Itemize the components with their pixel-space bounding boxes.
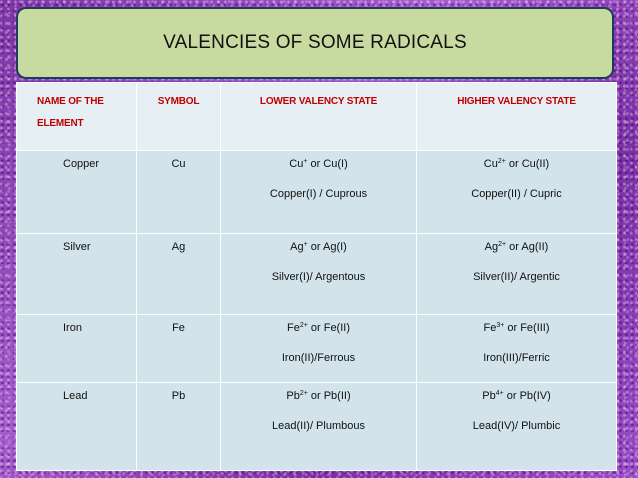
lower-valency-cell <box>221 315 417 383</box>
lower-valency-cell <box>221 383 417 471</box>
valency-names: Copper(I) / Cuprous <box>269 188 368 200</box>
valency-table <box>16 82 617 471</box>
element-name: Lead <box>17 383 137 471</box>
lower-valency-cell <box>221 151 417 234</box>
element-name: Silver <box>17 234 137 315</box>
roman-notation: or Fe(II) <box>307 322 350 334</box>
roman-notation: or Ag(I) <box>307 241 347 253</box>
roman-notation: or Pb(IV) <box>503 390 551 402</box>
ion-charge: 3+ <box>496 322 505 329</box>
element-name: Copper <box>17 151 137 234</box>
higher-valency-cell <box>417 383 617 471</box>
ion-charge: 4+ <box>495 390 504 397</box>
valency-names: Lead(II)/ Plumbous <box>272 420 365 432</box>
ion-symbol: Fe <box>287 322 300 334</box>
roman-notation: or Cu(I) <box>307 158 348 170</box>
roman-notation: or Cu(II) <box>505 158 550 170</box>
ion-charge: 2+ <box>498 241 507 248</box>
lower-valency-cell <box>221 234 417 315</box>
valency-names: Silver(I)/ Argentous <box>271 271 366 283</box>
valency-names: Silver(II)/ Argentic <box>473 271 560 283</box>
table-row <box>17 234 617 315</box>
valency-names: Copper(II) / Cupric <box>471 188 562 200</box>
valency-names: Iron(II)/Ferrous <box>281 352 356 364</box>
valency-names: Lead(IV)/ Plumbic <box>472 420 561 432</box>
element-name: Iron <box>17 315 137 383</box>
table-header-row <box>17 83 617 151</box>
valency-table-container <box>16 82 616 470</box>
ion-charge: 2+ <box>497 158 506 165</box>
ion-charge: + <box>303 158 308 165</box>
header-name: NAME OF THE ELEMENT <box>17 83 137 151</box>
ion-charge: 2+ <box>299 390 308 397</box>
element-symbol: Fe <box>137 315 221 383</box>
table-row <box>17 151 617 234</box>
roman-notation: or Ag(II) <box>506 241 549 253</box>
page-title: VALENCIES OF SOME RADICALS <box>163 32 467 53</box>
table-row <box>17 383 617 471</box>
element-symbol: Ag <box>137 234 221 315</box>
element-symbol: Cu <box>137 151 221 234</box>
ion-symbol: Cu <box>289 158 304 170</box>
roman-notation: or Pb(II) <box>307 390 351 402</box>
header-symbol: SYMBOL <box>137 83 221 151</box>
header-lower-valency: LOWER VALENCY STATE <box>221 83 417 151</box>
table-row <box>17 315 617 383</box>
valency-names: Iron(III)/Ferric <box>483 352 550 364</box>
ion-symbol: Pb <box>286 390 300 402</box>
ion-symbol: Ag <box>484 241 499 253</box>
title-banner <box>16 7 614 79</box>
roman-notation: or Fe(III) <box>504 322 550 334</box>
ion-symbol: Ag <box>290 241 304 253</box>
header-higher-valency: HIGHER VALENCY STATE <box>417 83 617 151</box>
ion-charge: 2+ <box>299 322 308 329</box>
element-symbol: Pb <box>137 383 221 471</box>
higher-valency-cell <box>417 315 617 383</box>
ion-symbol: Pb <box>482 390 496 402</box>
higher-valency-cell <box>417 234 617 315</box>
ion-symbol: Fe <box>483 322 497 334</box>
ion-charge: + <box>303 241 308 248</box>
higher-valency-cell <box>417 151 617 234</box>
ion-symbol: Cu <box>483 158 498 170</box>
